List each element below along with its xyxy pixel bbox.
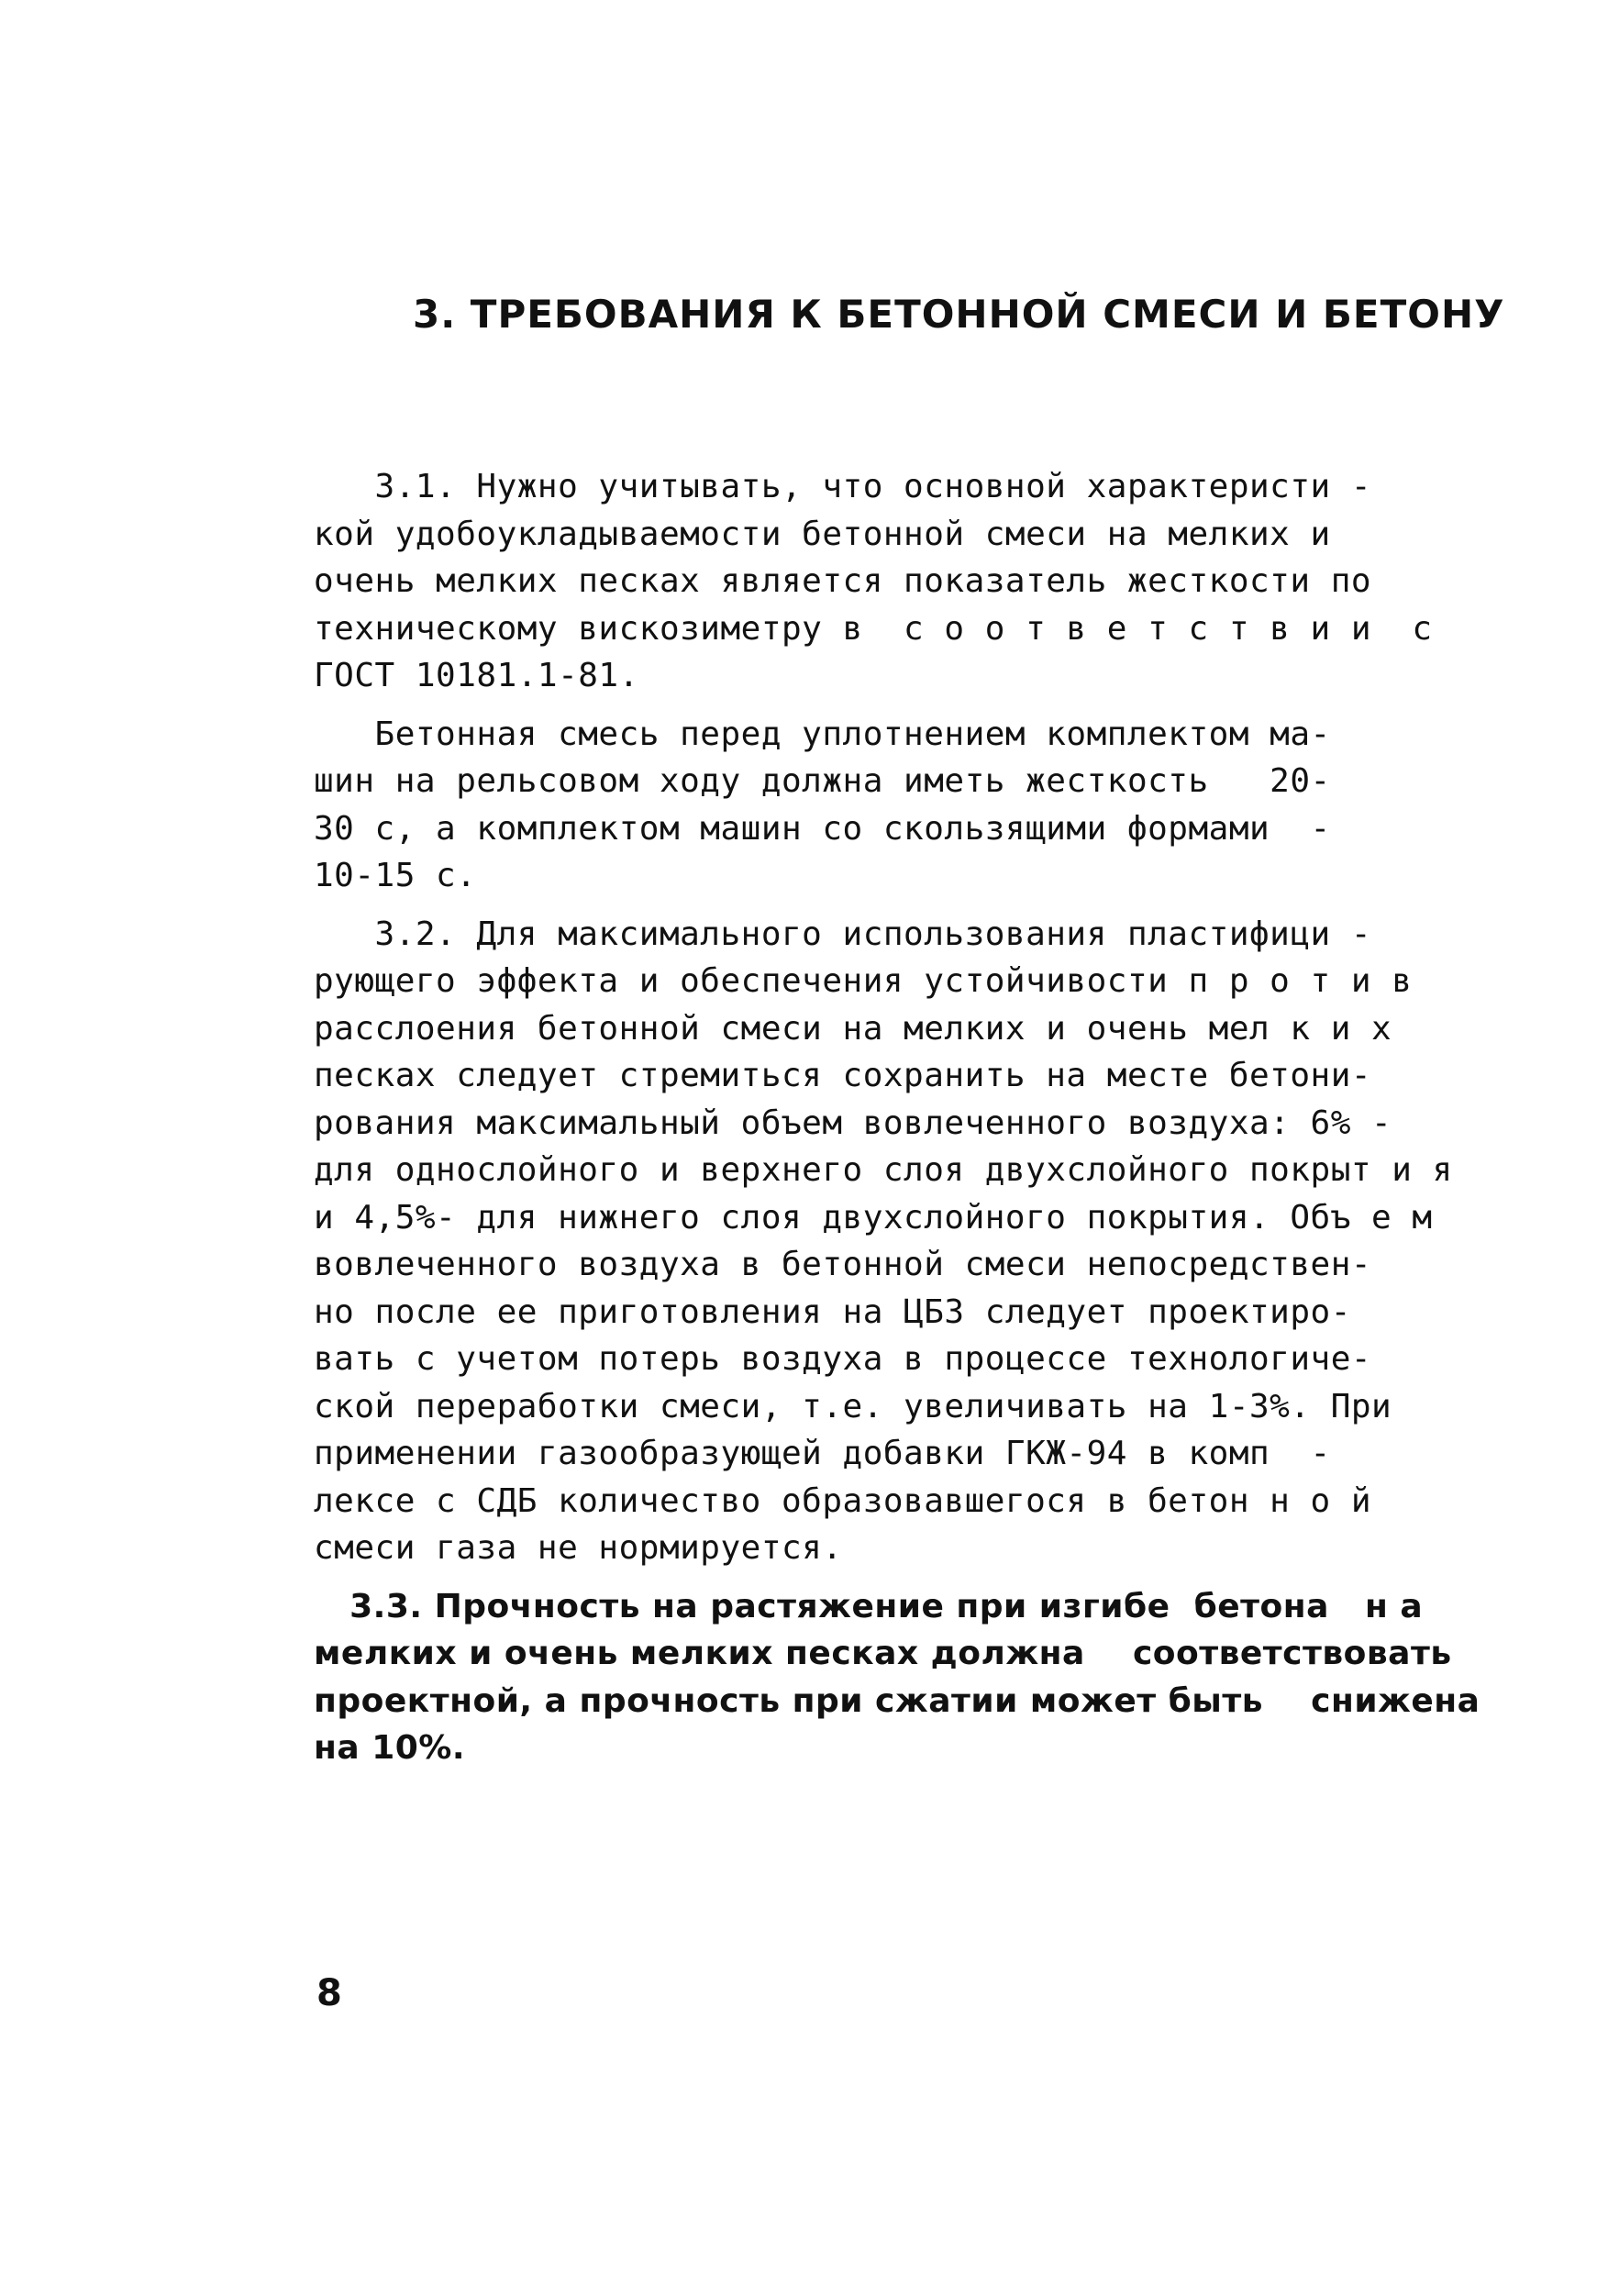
text-line: и 4,5%- для нижнего слоя двухслойного покрытия. Объ е м [314,1198,1433,1237]
section-body [314,463,1506,1783]
paragraph-concrete-stiffness [314,711,1506,900]
text-line: Бетонная смесь перед уплотнением комплектом ма- [314,715,1331,753]
page-number: 8 [316,1972,342,2014]
text-line: рующего эффекта и обеспечения устойчивости п р о т и в [314,962,1413,1000]
text-line: 3.2. Для максимального использования пластифици - [314,915,1372,953]
text-line: 3.3. Прочность на растяжение при изгибе бетона н а [314,1587,1424,1625]
text-line: 30 с, а комплектом машин со скользящими формами - [314,809,1331,848]
text-line: кой удобоукладываемости бетонной смеси на мелких и [314,515,1331,553]
text-line: 3.1. Нужно учитывать, что основной характеристи - [314,468,1372,505]
text-line: очень мелких песках является показатель жесткости по [314,562,1372,600]
text-line: мелких и очень мелких песках должна соответствовать [314,1635,1452,1672]
paragraph-3-3 [314,1583,1506,1772]
text-line: лексе с СДБ количество образовавшегося в бетон н о й [314,1481,1372,1520]
text-line: вовлеченного воздуха в бетонной смеси непосредствен- [314,1246,1372,1283]
text-line: проектной, а прочность при сжатии может быть снижена [314,1681,1480,1720]
text-line: для однослойного и верхнего слоя двухслойного покрыт и я [314,1151,1453,1189]
text-line: смеси газа не нормируется. [314,1529,843,1567]
text-line: 10-15 с. [314,857,477,894]
paragraph-3-2 [314,911,1506,1572]
text-line: ГОСТ 10181.1-81. [314,657,639,694]
text-line: рования максимальный объем вовлеченного воздуха: 6% - [314,1104,1392,1142]
text-line: вать с учетом потерь воздуха в процессе технологиче- [314,1340,1372,1378]
text-line: песках следует стремиться сохранить на месте бетони- [314,1057,1372,1094]
text-line: на 10%. [314,1729,466,1767]
text-line: ской переработки смеси, т.е. увеличивать на 1-3%. При [314,1387,1392,1425]
text-line: но после ее приготовления на ЦБЗ следует проектиро- [314,1292,1351,1331]
paragraph-3-1 [314,463,1506,700]
text-line: расслоения бетонной смеси на мелких и очень мел к и х [314,1009,1392,1048]
text-line: применении газообразующей добавки ГКЖ-94 в комп - [314,1435,1331,1472]
section-heading: 3. ТРЕБОВАНИЯ К БЕТОННОЙ СМЕСИ И БЕТОНУ [413,292,1505,337]
text-line: техническому вискозиметру в с о о т в е т с т в и и с [314,609,1433,648]
text-line: шин на рельсовом ходу должна иметь жесткость 20- [314,762,1331,800]
